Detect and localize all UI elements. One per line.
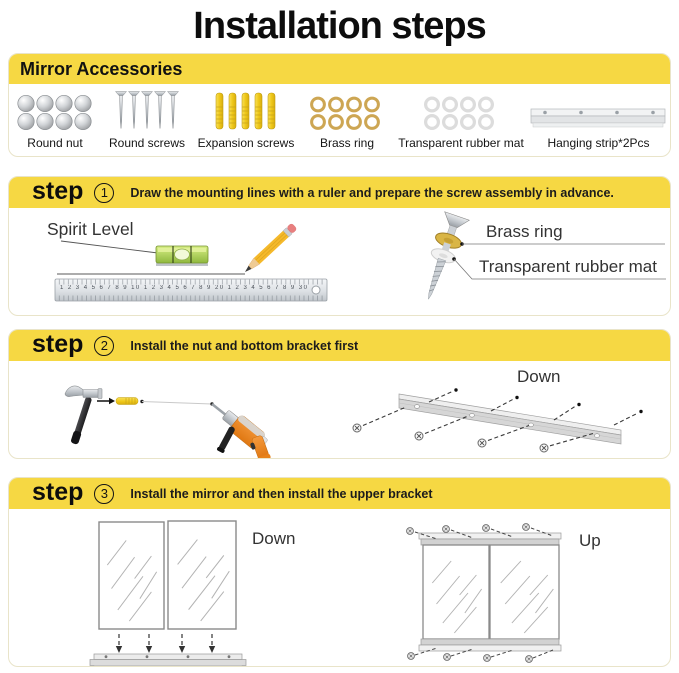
expansion-screws-icon [214, 92, 278, 131]
expansion-anchor-icon [116, 398, 138, 405]
accessories-header [9, 54, 670, 84]
accessory-label: Brass ring [319, 136, 375, 150]
step-number-badge: 3 [94, 484, 114, 504]
ruler-numbers: 1 2 3 4 5 6 7 8 9 10 1 2 3 4 5 6 7 8 9 20 1 2 3 4 5 6 7 8 9 30 [60, 285, 309, 291]
accessories-body [9, 84, 670, 156]
step2-illustration [9, 361, 670, 459]
step-label: step [32, 477, 84, 506]
step1-header [9, 177, 670, 208]
step1-panel [8, 176, 671, 316]
hanging-strip-icon [529, 107, 669, 131]
step-number-badge: 1 [94, 183, 114, 203]
step-label: step [32, 329, 84, 358]
bottom-bracket-right [419, 639, 561, 651]
step-description: Install the nut and bottom bracket first [130, 338, 359, 353]
accessory-round-nut [9, 84, 101, 156]
accessory-hanging-strip [527, 84, 670, 156]
accessory-rubber-mat [395, 84, 527, 156]
pencil-icon [242, 223, 297, 275]
screw-assembly-icon [416, 212, 470, 304]
page-title: Installation steps [193, 5, 486, 47]
step-label: step [32, 176, 84, 205]
step3-panel [8, 477, 671, 667]
brass-ring-pointer [460, 242, 665, 246]
up-label: Up [579, 531, 601, 550]
spirit-level-icon [156, 246, 208, 266]
accessory-label: Round screws [108, 136, 186, 150]
step-description: Install the mirror and then install the upper bracket [130, 486, 433, 501]
accessory-label: Transparent rubber mat [398, 136, 524, 150]
accessory-brass-ring [299, 84, 395, 156]
hammer-icon [65, 386, 102, 445]
accessory-round-screws [101, 84, 193, 156]
step-number-badge: 2 [94, 336, 114, 356]
down-label: Down [252, 529, 296, 548]
mirror-pair-left [99, 521, 236, 629]
step3-illustration [9, 509, 670, 667]
accessory-expansion-screws [193, 84, 299, 156]
step3-header [9, 478, 670, 509]
accessory-label: Hanging strip*2Pcs [547, 136, 650, 150]
top-bracket-right [419, 533, 561, 545]
spirit-level-pointer [61, 241, 161, 255]
step2-panel [8, 329, 671, 459]
step3-body [9, 509, 670, 667]
bottom-strip-left [90, 654, 246, 667]
spirit-level-label: Spirit Level [47, 219, 134, 239]
accessories-title: Mirror Accessories [20, 58, 183, 79]
accessory-label: Round nut [27, 136, 83, 150]
round-nut-icon [16, 94, 94, 131]
mirror-pair-right [423, 545, 559, 639]
down-label: Down [517, 367, 561, 386]
step1-body [9, 208, 670, 316]
rubber-mat-label: Transparent rubber mat [479, 257, 657, 276]
accessories-panel [8, 53, 671, 157]
accessory-label: Expansion screws [197, 136, 295, 150]
down-arrows [116, 634, 215, 653]
rubber-mat-icon [423, 96, 499, 131]
brass-ring-label: Brass ring [486, 222, 563, 241]
connector-line [140, 400, 213, 406]
step2-body [9, 361, 670, 459]
drill-icon [212, 404, 271, 459]
brass-ring-icon [309, 96, 385, 131]
step2-header [9, 330, 670, 361]
round-screws-icon [115, 91, 179, 131]
step-description: Draw the mounting lines with a ruler and prepare the screw assembly in advance. [130, 185, 614, 200]
